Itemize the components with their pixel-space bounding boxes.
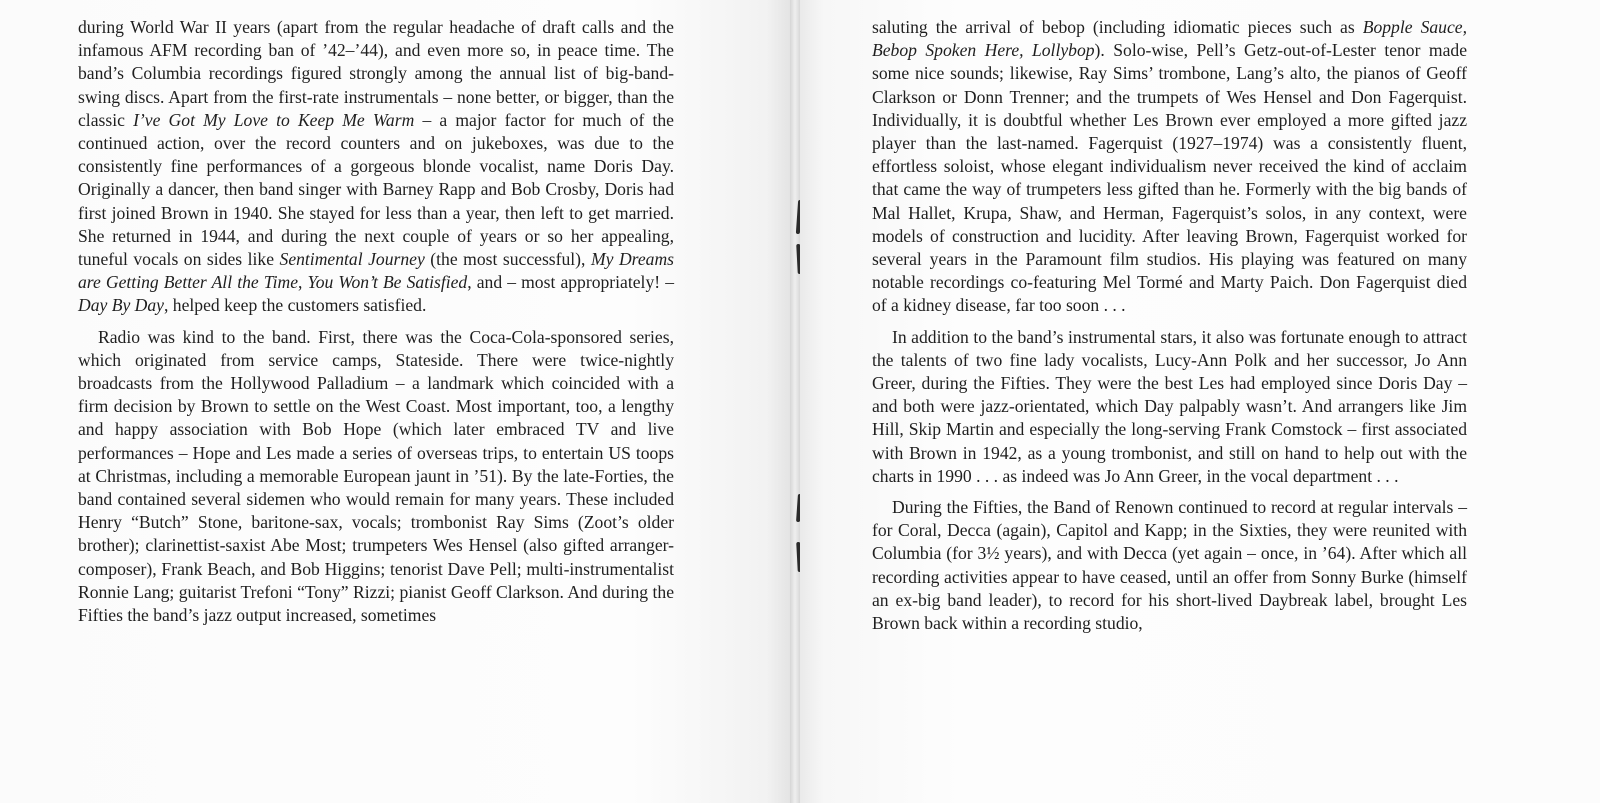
text-run: – a major factor for much of the continued action, over the record counters and on jukeboxes, was due to the consistently fine performances of a gorgeous blonde vocalist, name Doris Day. Originally a dancer, then band singer with Barney Rapp and Bob Crosby, Doris had first joined Brown in 1940. She stayed for less than a year, then left to get married. She returned in 1944, and during the next couple of years or so her appealing, tuneful vocals on sides like (78, 109, 674, 270)
text-run: (the most successful), (424, 249, 591, 270)
italic-title-run: Bopple Sauce, Bebop Spoken Here, Lollybop (872, 17, 1467, 61)
left-page (0, 0, 790, 803)
text-run: , (298, 272, 308, 293)
text-run: during World War II years (apart from the regular headache of draft calls and the infamous AFM recording ban of ’42–’44), and even more so, in peace time. The band’s Columbia recordings figured strongly among the annual list of big-band-swing discs. Apart from the first-rate instrumentals – none better, or bigger, than the classic (78, 17, 674, 130)
text-run: ). Solo-wise, Pell’s Getz-out-of-Lester tenor made some nice sounds; likewise, Ray Sims’ trombone, Lang’s alto, the pianos of Geoff Clarkson or Donn Trenner; and the trumpets of Wes Hensel and Don Fagerquist. Individually, it is doubtful whether Les Brown ever employed a more gifted jazz player than the last-named. Fagerquist (1927–1974) was a consistently fluent, effortless soloist, whose elegant individualism never received the kind of acclaim that came the way of trumpeters less gifted than he. Formerly with the big bands of Mal Hallet, Krupa, Shaw, and Herman, Fagerquist’s solos, in any context, were models of construction and lucidity. After leaving Brown, Fagerquist worked for several years in the Paramount film studios. His playing was featured on many notable recordings co-featuring Mel Tormé and Marty Paich. Don Fagerquist died of a kidney disease, far too soon . . . (872, 40, 1468, 316)
text-run: Radio was kind to the band. First, there was the Coca-Cola-sponsored series, which originated from service camps, Stateside. There were twice-nightly broadcasts from the Hollywood Palladium – a landmark which coincided with a firm decision by Brown to settle on the West Coast. Most important, too, a lengthy and happy association with Bob Hope (which later embraced TV and live performances – Hope and Les made a series of overseas trips, to entertain US toops at Christmas, including a memorable European jaunt in ’51). By the late-Forties, the band contained several sidemen who would remain for many years. These included Henry “Butch” Stone, baritone-sax, vocals; trombonist Ray Sims (Zoot’s older brother); clarinettist-saxist Abe Most; trumpeters Wes Hensel (also gifted arranger-composer), Frank Beach, and Bob Higgins; tenorist Dave Pell; multi-instrumentalist Ronnie Lang; guitarist Trefoni “Tony” Rizzi; pianist Geoff Clarkson. And during the Fifties the band’s jazz output increased, sometimes (78, 326, 674, 626)
right-page-text (872, 16, 1467, 635)
right-page (800, 0, 1600, 803)
text-run: In addition to the band’s instrumental stars, it also was fortunate enough to attract the talents of two fine lady vocalists, Lucy-Ann Polk and her successor, Jo Ann Greer, during the Fifties. They were the best Les had employed since Doris Day – and both were jazz-orientated, which Day palpably wasn’t. And arrangers like Jim Hill, Skip Martin and especially the long-serving Frank Comstock – first associated with Brown in 1942, as a young trombonist, and still on hand to help out with the charts in 1990 . . . as indeed was Jo Ann Greer, in the vocal department . . . (872, 326, 1467, 486)
right-paragraph-2 (872, 326, 1467, 488)
italic-title-run: I’ve Got My Love to Keep Me Warm (133, 109, 415, 130)
italic-title-run: My Dreams are Getting Better All the Time (78, 249, 675, 293)
text-run: , and – most appropriately! – (467, 272, 675, 293)
left-paragraph-1 (78, 16, 674, 318)
italic-title-run: Day By Day (78, 295, 164, 316)
right-paragraph-1 (872, 16, 1467, 318)
left-page-text (78, 16, 674, 627)
italic-title-run: Sentimental Journey (279, 249, 425, 270)
text-run: , helped keep the customers satisfied. (163, 295, 427, 316)
text-run: saluting the arrival of bebop (including idiomatic pieces such as (872, 17, 1363, 37)
text-run: During the Fifties, the Band of Renown continued to record at regular intervals – for Coral, Decca (again), Capitol and Kapp; in the Sixties, they were reunited with Columbia (for 3½ years), and with Decca (yet again – once, in ’64). After which all recording activities appear to have ceased, until an offer from Sonny Burke (himself an ex-big band leader), to record for his short-lived Daybreak label, brought Les Brown back within a recording studio, (872, 497, 1467, 634)
italic-title-run: You Won’t Be Satisfied (307, 272, 468, 293)
booklet-gutter (790, 0, 800, 803)
right-paragraph-3 (872, 496, 1467, 635)
left-paragraph-2 (78, 326, 674, 628)
